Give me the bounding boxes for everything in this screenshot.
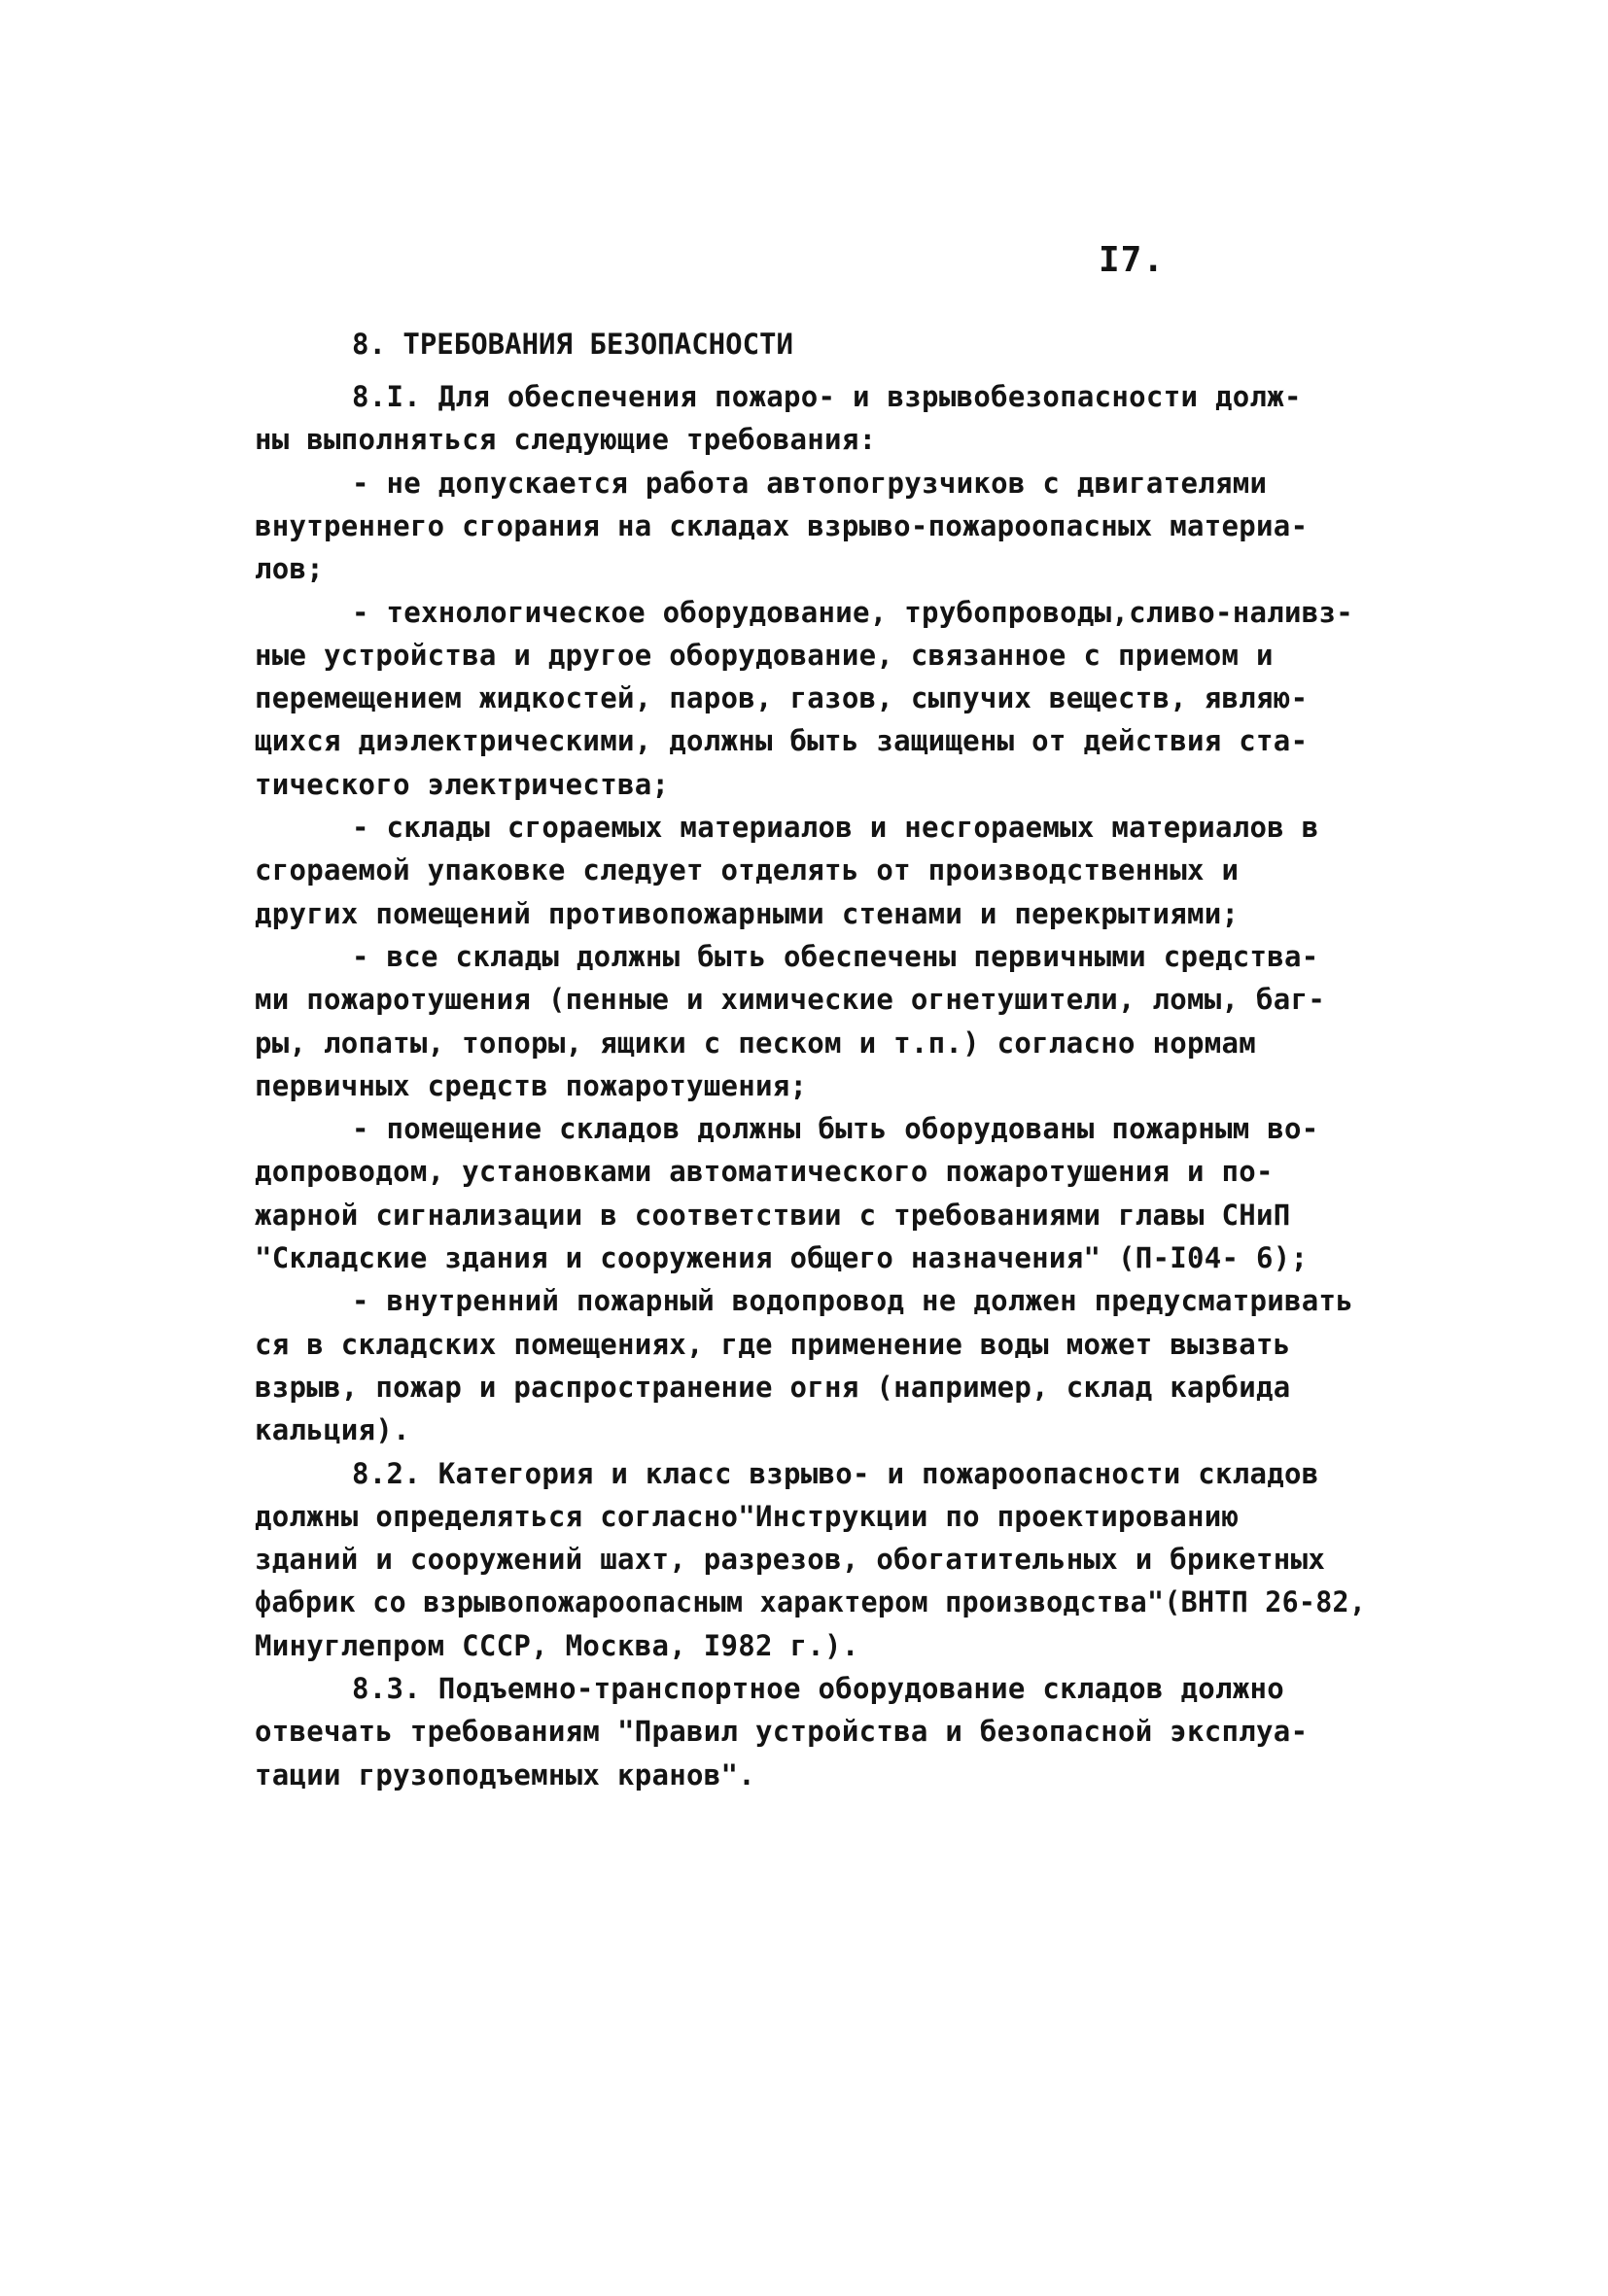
- text-line: тации грузоподъемных кранов".: [255, 1758, 756, 1792]
- text-line: 8.2. Категория и класс взрыво- и пожароопасности складов: [352, 1457, 1319, 1490]
- text-line: - не допускается работа автопогрузчиков с двигателями: [352, 467, 1268, 500]
- text-line: допроводом, установками автоматического пожаротушения и по-: [255, 1155, 1274, 1188]
- text-line: ми пожаротушения (пенные и химические огнетушители, ломы, баг-: [255, 983, 1326, 1016]
- text-line: должны определяться согласно"Инструкции по проектированию: [255, 1500, 1240, 1533]
- text-line: первичных средств пожаротушения;: [255, 1069, 808, 1102]
- text-line: - внутренний пожарный водопровод не должен предусматривать: [352, 1284, 1354, 1317]
- text-line: кальция).: [255, 1413, 410, 1446]
- text-line: жарной сигнализации в соответствии с требованиями главы СНиП: [255, 1199, 1291, 1232]
- text-line: взрыв, пожар и распространение огня (например, склад карбида: [255, 1371, 1291, 1404]
- page-number: I7.: [1099, 240, 1166, 280]
- text-line: "Складские здания и сооружения общего назначения" (П-I04- 6);: [255, 1241, 1309, 1274]
- text-line: - технологическое оборудование, трубопроводы,сливо-наливз-: [352, 596, 1354, 629]
- text-line: щихся диэлектрическими, должны быть защищены от действия ста-: [255, 724, 1309, 757]
- text-line: тического электричества;: [255, 768, 670, 801]
- text-line: - помещение складов должны быть оборудованы пожарным во-: [352, 1112, 1319, 1145]
- text-line: других помещений противопожарными стенами и перекрытиями;: [255, 897, 1240, 930]
- text-line: внутреннего сгорания на складах взрыво-пожароопасных материа-: [255, 509, 1309, 542]
- text-line: Минуглепром СССР, Москва, I982 г.).: [255, 1629, 859, 1662]
- text-line: ные устройства и другое оборудование, связанное с приемом и: [255, 639, 1274, 672]
- text-line: ся в складских помещениях, где применение воды может вызвать: [255, 1328, 1291, 1361]
- section-title: 8. ТРЕБОВАНИЯ БЕЗОПАСНОСТИ: [352, 328, 793, 361]
- text-line: - склады сгораемых материалов и несгораемых материалов в: [352, 811, 1319, 844]
- text-line: отвечать требованиям "Правил устройства и безопасной эксплуа-: [255, 1715, 1309, 1748]
- text-line: ры, лопаты, топоры, ящики с песком и т.п.) согласно нормам: [255, 1026, 1257, 1060]
- text-line: 8.3. Подъемно-транспортное оборудование складов должно: [352, 1672, 1285, 1705]
- text-line: - все склады должны быть обеспечены первичными средства-: [352, 940, 1319, 973]
- text-line: 8.I. Для обеспечения пожаро- и взрывобезопасности долж-: [352, 380, 1302, 413]
- text-line: сгораемой упаковке следует отделять от производственных и: [255, 853, 1240, 887]
- text-line: лов;: [255, 552, 325, 585]
- text-line: ны выполняться следующие требования:: [255, 423, 877, 456]
- text-line: фабрик со взрывопожароопасным характером производства"(ВНТП 26-82,: [255, 1585, 1367, 1618]
- text-line: зданий и сооружений шахт, разрезов, обогатительных и брикетных: [255, 1543, 1326, 1576]
- text-line: перемещением жидкостей, паров, газов, сыпучих веществ, являю-: [255, 681, 1309, 714]
